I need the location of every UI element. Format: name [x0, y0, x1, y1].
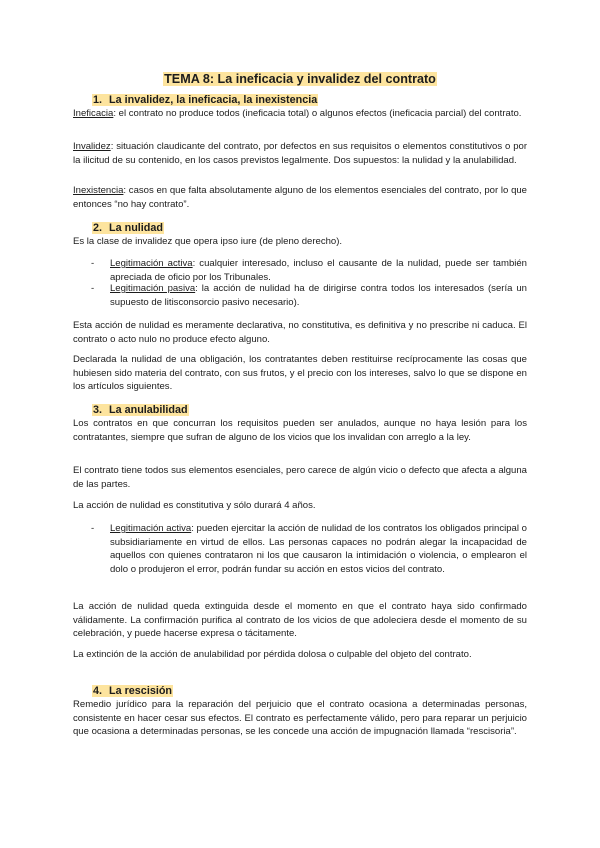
paragraph: Declarada la nulidad de una obligación, los contratantes deben restituirse recíprocamente las cosas que hubiesen sido materia del contrato, con sus frutos, y el precio con los intereses, salvo lo que se dispone en los artículos siguientes.: [73, 354, 527, 393]
term: Ineficacia: [73, 108, 114, 119]
bullet-item: [91, 522, 527, 576]
section-number: 1.: [93, 94, 103, 106]
section-number: 3.: [93, 404, 103, 416]
bullet-item: [91, 282, 527, 309]
definition-text: : situación claudicante del contrato, por defectos en sus requisitos o elementos constitutivos o por la ilicitud de su contenido, en los casos previstos legalmente. Dos supuestos: la nulidad y la anulabilidad.: [73, 141, 527, 166]
section-title: La nulidad: [109, 222, 163, 234]
definition-invalidez: [73, 140, 527, 167]
section-4-heading: [92, 685, 173, 698]
section-1-heading: [92, 94, 318, 107]
bullet-text: : cualquier interesado, incluso el causante de la nulidad, puede ser también apreciada de oficio por los Tribunales.: [110, 258, 527, 283]
bullet-text: : pueden ejercitar la acción de nulidad de los contratos los obligados principal o subsidiariamente en virtud de ellos. Las personas capaces no podrán alegar la incapacidad de aquellos con quienes contrataron ni los que causaron la intimidación o violencia, o emplearon el dolo o produjeron el error, podrán fundar su acción en estos vicios del contrato.: [110, 523, 527, 575]
paragraph: Es la clase de invalidez que opera ipso iure (de pleno derecho).: [73, 236, 343, 247]
paragraph: El contrato tiene todos sus elementos esenciales, pero carece de algún vicio o defecto que afecta a alguna de las partes.: [73, 465, 527, 490]
term: Legitimación activa: [110, 258, 193, 269]
definition-inexistencia: [73, 184, 527, 211]
document-title: [0, 71, 600, 87]
paragraph: La acción de nulidad es constitutiva y sólo durará 4 años.: [73, 500, 316, 511]
paragraph: La extinción de la acción de anulabilidad por pérdida dolosa o culpable del objeto del contrato.: [73, 649, 472, 660]
section-number: 4.: [93, 685, 103, 697]
bullet-dash: -: [91, 258, 95, 269]
section-number: 2.: [93, 222, 103, 234]
bullet-dash: -: [91, 283, 95, 294]
section-3-heading: [92, 404, 189, 417]
paragraph: Esta acción de nulidad es meramente declarativa, no constitutiva, es definitiva y no prescribe ni caduca. El contrato o acto nulo no produce efecto alguno.: [73, 320, 527, 345]
definition-ineficacia: [73, 107, 527, 121]
term: Invalidez: [73, 141, 111, 152]
term: Legitimación activa: [110, 523, 192, 534]
title-text: TEMA 8: La ineficacia y invalidez del contrato: [164, 72, 436, 86]
section-title: La invalidez, la ineficacia, la inexistencia: [109, 94, 318, 106]
term: Inexistencia: [73, 185, 124, 196]
term: Legitimación pasiva: [110, 283, 196, 294]
paragraph: La acción de nulidad queda extinguida desde el momento en que el contrato haya sido confirmado válidamente. La confirmación purifica al contrato de los vicios de que adoleciera desde el momento de su celebración, y puede hacerse expresa o tácitamente.: [73, 601, 527, 640]
definition-text: : casos en que falta absolutamente alguno de los elementos esenciales del contrato, por lo que entonces “no hay contrato”.: [73, 185, 527, 210]
section-2-heading: [92, 222, 164, 235]
paragraph: Remedio jurídico para la reparación del perjuicio que el contrato ocasiona a determinadas personas, consistente en hacer cesar sus efectos. El contrato es perfectamente válido, pero para reparar un perjuicio que ocasiona a determinadas personas, se les concede una acción de impugnación llamada “rescisoria”.: [73, 699, 527, 738]
section-title: La anulabilidad: [109, 404, 188, 416]
bullet-text: : la acción de nulidad ha de dirigirse contra todos los interesados (sería un supuesto de litisconsorcio pasivo necesario).: [110, 283, 527, 308]
definition-text: : el contrato no produce todos (ineficacia total) o algunos efectos (ineficacia parcial) del contrato.: [113, 108, 522, 119]
bullet-dash: -: [91, 523, 95, 534]
paragraph: Los contratos en que concurran los requisitos pueden ser anulados, aunque no haya lesión para los contratantes, siempre que sufran de alguno de los vicios que los invalidan con arreglo a la ley.: [73, 418, 527, 443]
section-title: La rescisión: [109, 685, 173, 697]
bullet-item: [91, 257, 527, 284]
